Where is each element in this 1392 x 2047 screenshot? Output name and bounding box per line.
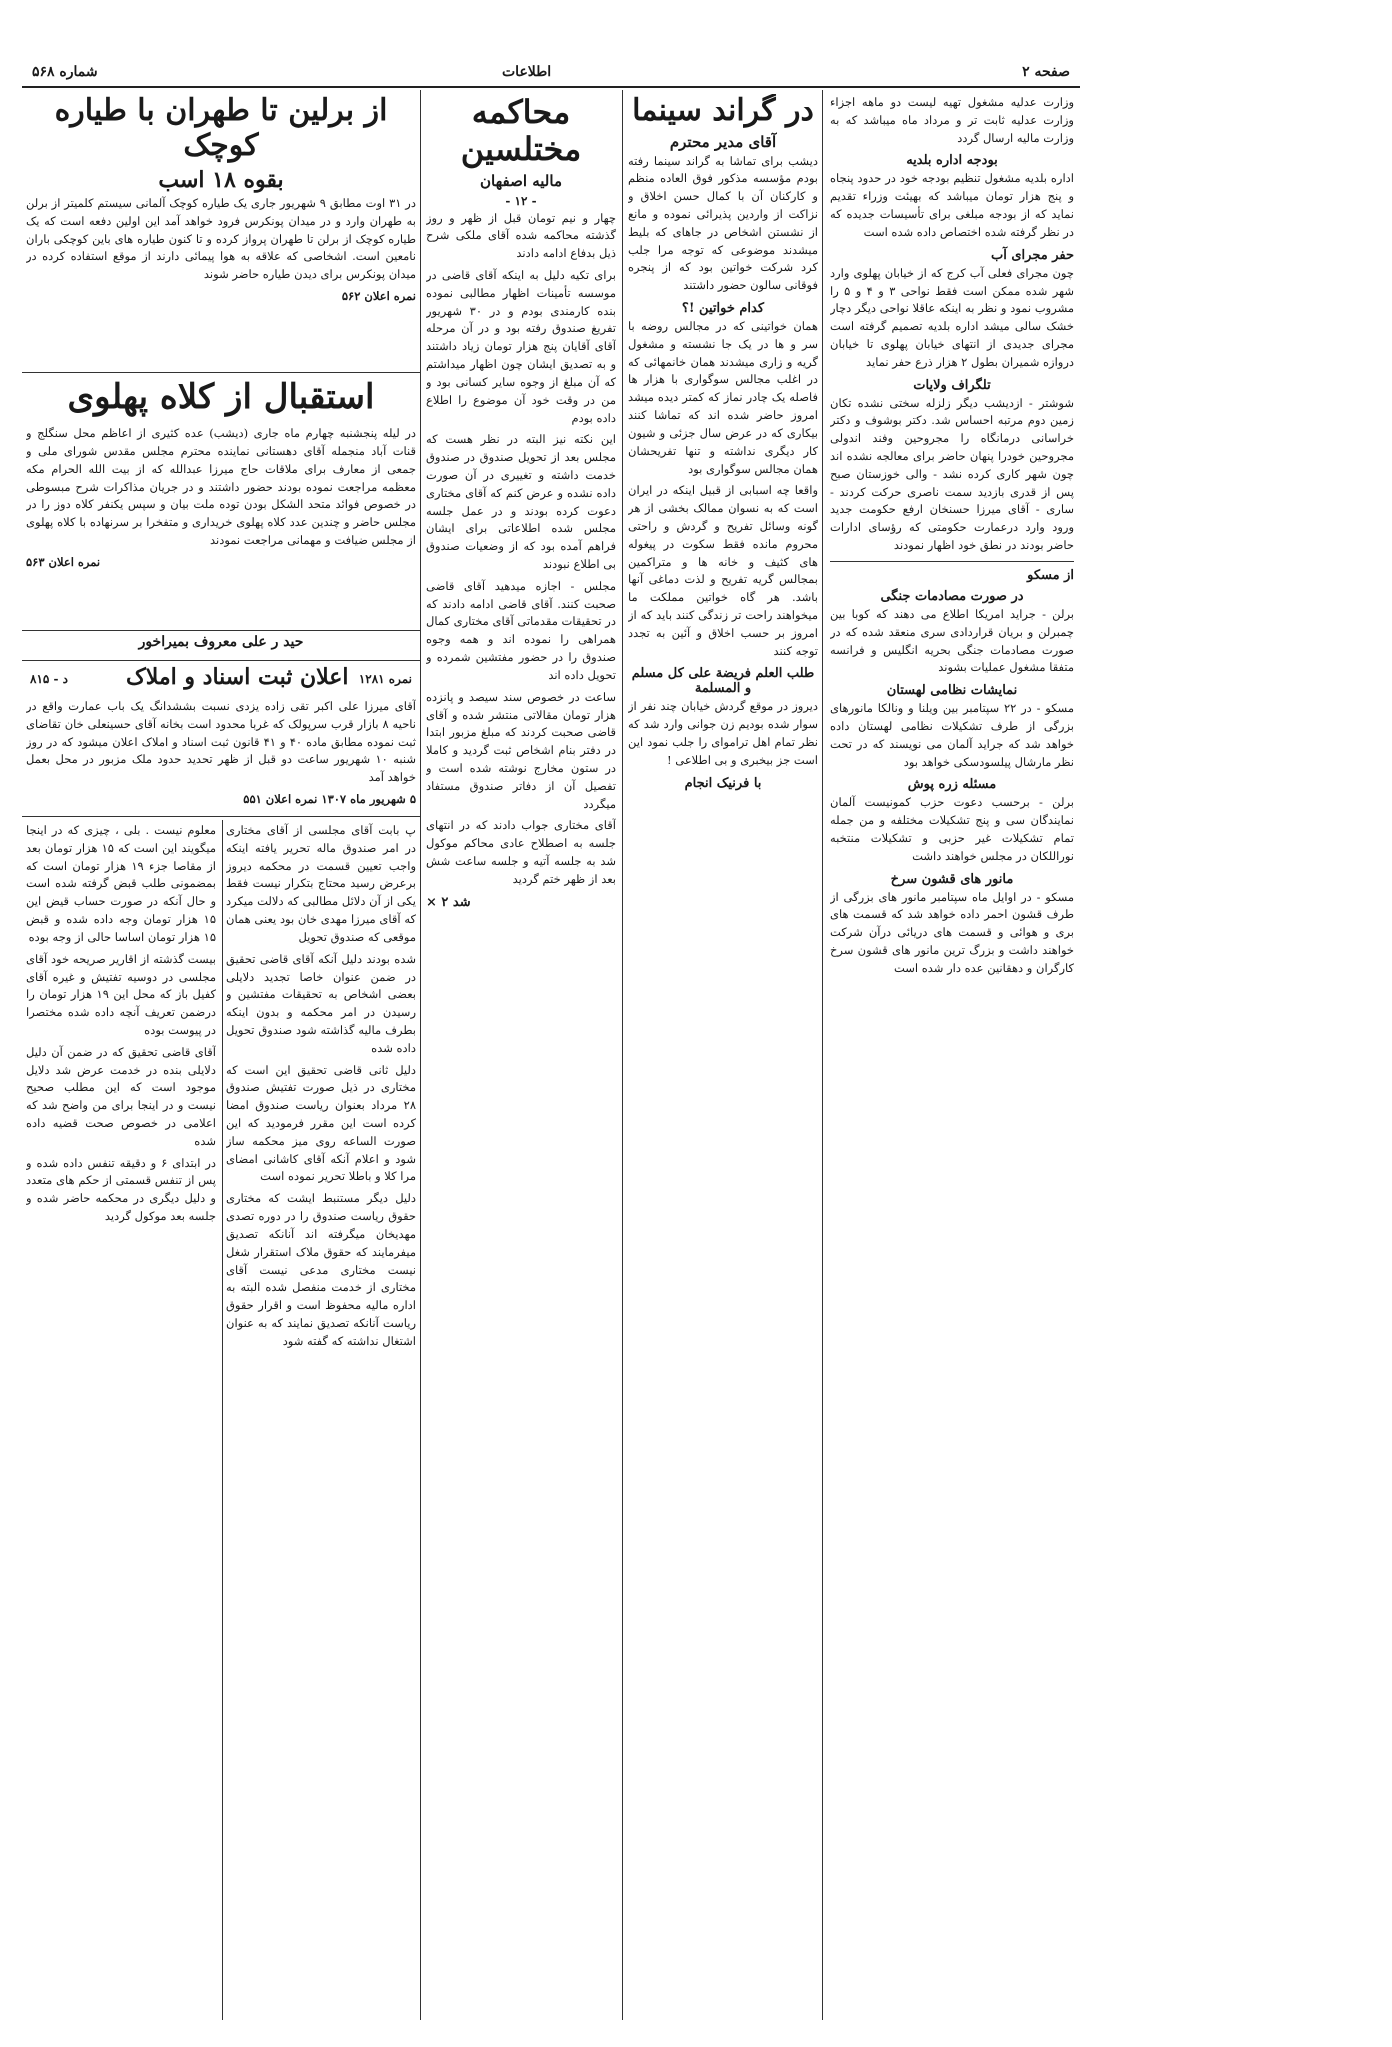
budget-text: اداره بلدیه مشغول تنظیم بودجه خود در حدود پنجاه و پنج هزار تومان میباشد که بهیئت وزراء تقدیم نماید که از بودجه مبلغی برای تأسیسات جدیده که در نظر گرفته شده اختصاص داده شده است	[830, 171, 1074, 239]
hat-text: در لیله پنجشنبه چهارم ماه جاری (دیشب) عده کثیری از اعاظم محل سنگلج و قنات آباد منجمله آقای دهستانی نماینده محترم مجلس مقدس شورای ملی و جمعی از معارف برای ملاقات حاج میرزا عبدالله که از بیت الله الحرام مکه معظمه مراجعت نموده بودند حضور داشتند و در جریان مذاکرات شرح مبسوطی در خصوص فوائد متحد الشکل بودن توده ملت بیان و سپس یکنفر کلاه دوز را در مجلس حاضر و چندین عدد کلاه پهلوی خریداری و متفخرا بر سرنهاده با کلاه پهلوی از مجلس ضیافت و مهمانی مراجعت نمودند	[26, 426, 416, 547]
knowledge-text: دیروز در موقع گردش خیابان چند نفر از سوار شده بودیم زن جوانی وارد شد که نظر تمام اهل تراموای را جلب نمود این است جز بیخبری و بی اطلاعی !	[628, 699, 818, 767]
registry-headline: اعلان ثبت اسناد و املاک	[126, 664, 349, 690]
hat-notice-number: نمره اعلان ۵۶۳	[26, 554, 101, 569]
trial-paragraph: مجلس - اجازه میدهید آقای قاضی صحبت کنند. آقای قاضی ادامه دادند که در تحقیقات مقدماتی آقای مختاری کمال همراهی را نموده اند و همه وجوه صندوق را در حضور مفتشین شمرده و تحویل داده اند	[426, 578, 616, 682]
plane-headline: از برلین تا طهران با طیاره کوچک	[54, 94, 388, 163]
column-news	[830, 94, 1074, 2024]
issue-number: شماره ۵۶۸	[32, 64, 98, 80]
ladies-text: همان خواتینی که در مجالس روضه با سر و ها در یک جا نشسته و مشغول گریه و زاری میشدند همان خانمهائی که در اغلب مجالس سوگواری با هزار ها فاصله یک چادر نماز که کمتر دیده میشد امروز حاضر شده اند که تماشا کنند بیکاری که در عرض سال جزئی و شیون کار دیگری نداشته و تنها تفریحشان همان مجالس سوگواری بود	[628, 319, 818, 476]
plane-text: در ۳۱ اوت مطابق ۹ شهریور جاری یک طیاره کوچک آلمانی سیستم کلمیتر از برلن به طهران وارد و در میدان پونکرس فرود خواهد آمد این اولین دفعه است که یک طیاره کوچک از برلن تا طهران پرواز کرده و تا کنون طیاره های باین کوچکی باران نامعین است. اشخاصی که علاقه به هوا پیمائی دارند از موقع استفاده کرده در میدان پونکرس برای دیدن طیاره حاضر شوند	[26, 196, 416, 282]
trial-continuation-left	[26, 822, 216, 2022]
continuation-paragraph: دلیل دیگر مستنبط ایشت که مختاری حقوق ریاست صندوق را در دوره تصدی مهدیخان میگرفته اند آنانکه تصدیق میفرمایند که حقوق ملاک استقرار شغل نیست مختاری مدعی نیست آقای مختاری از خدمت منفصل شده البته به اداره مالیه محفوظ است و اقرار حقوق ریاست آنانکه تصدیق نمایند که به عنوان اشتغال نداشته که گفته شود	[226, 1191, 416, 1348]
news-item-title: در صورت مصادمات جنگی	[880, 588, 1024, 604]
budget-title: بودجه اداره بلدیه	[906, 153, 998, 169]
news-item-title: مسئله زره پوش	[907, 777, 997, 793]
hat-signature: حید ر علی معروف بمیراخور	[138, 634, 304, 650]
continuation-paragraph: آقای قاضی تحقیق که در ضمن آن دلیل دلایلی بنده در خدمت عرض شد دلایل موجود است که این مطلب صحیح نیست و در اینجا برای من واضح شد که اعلامی در خصوص صحت قضیه داده شده	[26, 1044, 216, 1148]
knowledge-title: طلب العلم فریضة علی کل مسلم و المسلمة	[631, 666, 815, 697]
column-divider	[622, 90, 623, 2020]
continuation-paragraph: در ابتدای ۶ و دقیقه تنفس داده شده و پس از تنفس قسمتی از حکم های متعدد و دلیل دیگری در محکمه حاضر شده و جلسه بعد موکول گردید	[26, 1155, 216, 1224]
news-item-text: مسکو - در ۲۲ سپتامبر بین ویلنا و ونالکا مانورهای بزرگی از طرف تشکیلات نظامی لهستان داده خواهد شد که جراید آلمان می نویسند که در تحت نظر مارشال پیلسودسکی خواهد بود	[830, 701, 1074, 769]
trial-paragraph: آقای مختاری جواب دادند که در انتهای جلسه به اصطلاح عادی محاکم موکول شد به جلسه آتیه و جلسه ساعت شش بعد از ظهر ختم گردید	[426, 818, 616, 886]
column-trial	[426, 94, 616, 2024]
intro-text: وزارت عدلیه مشغول تهیه لیست دو ماهه اجزاء وزارت عدلیه ثابت تر و مرداد ماه میباشد که به وزارت مالیه ارسال گردد	[830, 95, 1074, 145]
newspaper-page	[22, 60, 1080, 2032]
continuation-paragraph: بیست گذشته از اقاریر صریحه خود آقای مجلسی در دوسیه تفتیش و غیره آقای کفیل باز که محل این ۱۹ هزار تومان را درضمن تعریف آنچه داده شده مختصرا در پیوست بوده	[26, 951, 216, 1037]
news-item-title: مانور های قشون سرخ	[890, 871, 1014, 887]
continuation-paragraph: پ بابت آقای مجلسی از آقای مختاری در امر صندوق ماله تحریر یافته اینکه واجب تعیین قسمت در محکمه دیروز برعرض رسید محتاج بتکرار نیست فقط یکی از آن دلائل مطالبی که دلالت میکرد که آقای میرزا مهدی خان بود یعنی همان موقعی که صندوق تحویل	[226, 823, 416, 944]
news-item-title: نمایشات نظامی لهستان	[886, 683, 1018, 699]
canal-title: حفر مجرای آب	[990, 247, 1074, 263]
registry-date: ۵ شهریور ماه ۱۳۰۷ نمره اعلان ۵۵۱	[243, 792, 416, 807]
cinema-headline: در گراند سینما	[632, 94, 814, 128]
trial-footnote: شد ۲ ×	[426, 894, 471, 910]
continuation-paragraph: شده بودند دلیل آنکه آقای قاضی تحقیق در ضمن عنوان خاصا تجدید دلایلی بعضی اشخاص به تحقیقات مفتشین و رسیدن در امر محکمه و بدون اینکه بطرف مالیه گذاشته شود صندوق تحویل داده شده	[226, 951, 416, 1055]
canal-text: چون مجرای فعلی آب کرج که از خیابان پهلوی وارد شهر شده ممکن است فقط نواحی ۳ و ۴ و ۵ را مشروب نمود و نظر به اینکه عاقلا نواحی دیگر دچار خشک سالی میشد اداره بلدیه تصمیم گرفته است مجرای جدیدی از انتهای خیابان پهلوی تا خیابان دروازه شمیران بطول ۲ هزار ذرع حفر نماید	[830, 265, 1074, 369]
registry-code: د - ۸۱۵	[30, 672, 69, 686]
news-item-text: برلن - برحسب دعوت حزب کمونیست آلمان نمایندگان سی و پنج تشکیلات مختلفه و من جمله تمام تشکیلات غیر حزبی و تشکیلات منتخبه نوراللکان در مجلس خواهند داشت	[830, 795, 1074, 863]
continuation-paragraph: دلیل ثانی قاضی تحقیق این است که مختاری در ذیل صورت تفتیش صندوق ۲۸ مرداد بعنوان ریاست صندوق امضا کرده است این مقرر فرمودید که این صورت الساعه روی میز محکمه ساز شود و اعلام آنکه آقای کاشانی امضای مرا کلا و باطلا تحریر نموده است	[226, 1062, 416, 1184]
telegraph-title: تلگراف ولایات	[913, 377, 991, 393]
trial-paragraph: این نکته نیز البته در نظر هست که مجلس بعد از تحویل صندوق در صندوق خدمت داشته و تغییری در آن صورت داده نشده و عرض کنم که آقای مختاری دعوت کرده بودند و در عمل جلسه مجلس شده اطلاعاتی برای ایشان فراهم آمده بود که از وضعیات صندوق بی اطلاع نبودند	[426, 432, 616, 572]
continuation-paragraph: معلوم نیست . بلی ، چیزی که در اینجا میگویند این است که ۱۵ هزار تومان بعد از مقاصا جزء ۱۹ هزار تومان است که بمضمونی طلب قبض گرفته شده است و حال آنکه در صورت حساب قیض این ۱۵ هزار تومان وجه داده شده و قبض ۱۵ هزار تومان اساسا حالی از وجه بوده	[26, 823, 216, 944]
newspaper-name: اطلاعات	[502, 64, 552, 80]
section-divider	[22, 816, 420, 817]
registry-notice	[26, 664, 416, 814]
cinema-text: دیشب برای تماشا به گراند سینما رفته بودم مؤسسه مذکور فوق العاده منظم و کارکنان آن با کمال حسن اخلاق و نزاکت از واردین پذیرائی نموده و مانع از نشستن اشخاص در جاهای که بلیط میشدند موضوعی که توجه مرا جلب کرد شرکت خواتین بود که از پنجره فوقانی سالون حضور داشتند	[628, 153, 818, 293]
section-divider	[22, 372, 420, 373]
ladies-title: کدام خواتین !؟	[681, 301, 765, 316]
registry-text: آقای میرزا علی اکبر تقی زاده یزدی نسبت بششدانگ یک باب عمارت واقع در ناحیه ۸ بازار قرب سرپولک که غربا محدود است بخانه آقای حسینعلی خان تقاضای ثبت نموده مطابق ماده ۴۰ و ۴۱ قانون ثبت اسناد و املاک اعلان میشود که در روز شنبه ۱۰ شهریور ساعت دو قبل از ظهر تحدید حدود ملک مزبور در محل بعمل خواهد آمد	[26, 699, 416, 785]
column-divider	[420, 90, 421, 2020]
plane-subtitle: بقوه ۱۸ اسب	[158, 167, 284, 193]
page-header	[22, 60, 1080, 88]
hat-headline: استقبال از کلاه پهلوی	[67, 378, 375, 417]
trial-headline: محاکمه مختلسین	[460, 94, 582, 168]
trial-part-number: - ۱۲ -	[505, 193, 537, 208]
news-item-text: برلن - جراید امریکا اطلاع می دهند که کوبا بین چمبرلن و بریان قراردادی سری منعقد شده که در صورت مصادمات جنگی بحریه انگلیس و فرانسه متفقا مشغول عملیات بشوند	[830, 606, 1074, 675]
article-signature: با فرنیک انجام	[684, 775, 762, 791]
moscow-title: از مسکو	[1027, 567, 1074, 583]
cinema-subtitle: آقای مدیر محترم	[669, 132, 777, 151]
trial-subtitle: مالیه اصفهان	[480, 171, 562, 190]
hat-article	[26, 378, 416, 638]
telegraph-text: شوشتر - ازدیشب دیگر زلزله سختی نشده تکان زمین دوم مرتبه احساس شد. دکتر بوشوف و دکتر خراسانی درمانگاه را مجروحین وفند اندولی مجروحین خودرا پنهان حاضر برای معالجه نشده اند چون شهر کاری کرده نشد - والی خوزستان صبح پس از قدری بازدید سمت ناصری حرکت کردند - ساری - آقای میرزا حسنخان ارفع حکومت جدید ورود وارد درعمارت حکومتی که رؤسای ادارات حاضر بودند در نطق خود اظهار نمودند	[830, 395, 1074, 553]
section-divider	[22, 660, 420, 661]
section-divider	[22, 630, 420, 631]
plane-article	[26, 94, 416, 394]
trial-continuation-right	[226, 822, 416, 2022]
trial-paragraph: چهار و نیم تومان قبل از ظهر و روز گذشته محاکمه شده آقای ملکی شرح ذیل بدفاع ادامه دادند	[426, 210, 616, 261]
registry-number: نمره ۱۲۸۱	[358, 672, 412, 686]
plane-notice-number: نمره اعلان ۵۶۲	[341, 289, 416, 304]
trial-paragraph: برای تکیه دلیل به اینکه آقای قاضی در موسسه تأمینات اظهار مطالبی نموده بنده کارمندی بودم و در ۳۰ شهریور تفریغ صندوق رفته بود و در آن مرحله آقای آقایان پنج هزار تومان زیاد داشتند و به تصدیق ایشان چون اظهار میداشتم که آن مبلغ از وجوه سایر کسانی بود و من در وقت خود آن موضوع را اطلاع داده بودم	[426, 268, 616, 425]
column-divider	[822, 90, 823, 2020]
column-divider	[222, 820, 223, 2020]
registry-signature	[26, 813, 416, 814]
society-text: واقعا چه اسبابی از قبیل اینکه در ایران است که به نسوان ممالک بخشی از هر گونه وسائل تفریح و گردش و راحتی محروم مانده فقط سکوت در پیغوله های کثیف و خانه ها و متراکمین بمجالس گریه تفریح و لذت دماغی آنها باشد. هر گاه خواتین مملکت ما میخواهند راحت تر زندگی کنند باید که از امروز بر حسب اخلاق و آئین به تجدد توجه کنند	[628, 483, 818, 658]
trial-paragraph: ساعت در خصوص سند سیصد و پانزده هزار تومان مقالاتی منتشر شده و آقای قاضی صحبت کردند که مبلغ مزبور ابتدا در دفتر بنام اشخاص ثبت گردید و کاملا در ستون مخارج نوشته شده است و تفصیل آن از دفاتر صندوق مستفاد میگردد	[426, 689, 616, 811]
news-item-text: مسکو - در اوایل ماه سپتامبر مانور های بزرگی از طرف قشون احمر داده خواهد شد که قسمت های بری و هوائی و قسمت های دریائی درآن شرکت خواهند داشت و بزرگ ترین مانور های قشون سرخ کارگران و دهقانین عده دار شده است	[830, 889, 1074, 975]
column-cinema	[628, 94, 818, 2024]
page-number: صفحه ۲	[1022, 64, 1070, 80]
